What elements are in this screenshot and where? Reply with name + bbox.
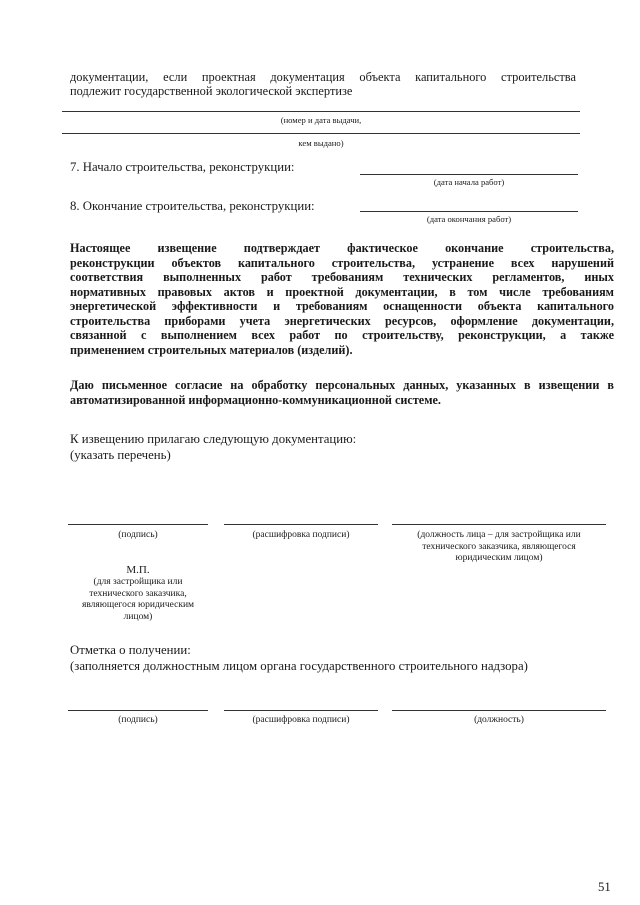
stamp-mp-label: М.П. — [126, 564, 150, 576]
fill-line-signature[interactable] — [68, 524, 208, 525]
fill-line-issued-by[interactable] — [62, 133, 580, 134]
fill-line-number-date[interactable] — [62, 111, 580, 112]
caption-signature-2: (подпись) — [118, 715, 158, 725]
fill-line-position[interactable] — [392, 524, 606, 525]
page-number: 51 — [598, 880, 611, 894]
intro-line-2: подлежит государственной экологической экспертизе — [70, 84, 353, 98]
caption-position-2: (должность) — [474, 715, 524, 725]
fill-line-start-date[interactable] — [360, 174, 578, 175]
item-7-start-construction: 7. Начало строительства, реконструкции: — [70, 160, 295, 174]
consent-line: автоматизированной информационно-коммуникационной системе. — [70, 392, 441, 407]
caption-signature-decode-2: (расшифровка подписи) — [252, 715, 350, 725]
fill-line-position-2[interactable] — [392, 710, 606, 711]
caption-signature-decode: (расшифровка подписи) — [252, 530, 350, 540]
caption-position — [392, 530, 606, 565]
caption-end-date: (дата окончания работ) — [426, 214, 512, 224]
fill-line-signature-decode-2[interactable] — [224, 710, 378, 711]
stamp-note-line: являющегося юридическим — [81, 600, 195, 610]
notice-line: применением строительных материалов (изделий). — [70, 342, 353, 357]
intro-line-1: документации, если проектная документация объекта капитального строительства — [70, 70, 576, 84]
caption-position-line: (должность лица – для застройщика или — [417, 530, 581, 540]
notice-line: нормативных правовых актов и проектной документации, в том числе требованиям — [70, 284, 614, 299]
caption-start-date: (дата начала работ) — [433, 177, 505, 187]
item-8-end-construction: 8. Окончание строительства, реконструкции: — [70, 199, 315, 213]
attachments-heading: К извещению прилагаю следующую документацию: — [70, 432, 357, 446]
consent-paragraph — [70, 378, 614, 407]
fill-line-signature-2[interactable] — [68, 710, 208, 711]
notice-line: строительства приборами учета энергетических ресурсов, оформление документации, — [70, 313, 614, 328]
stamp-note-line: лицом) — [123, 611, 153, 622]
receipt-hint: (заполняется должностным лицом органа государственного строительного надзора) — [70, 659, 528, 673]
notice-line: связанной с выполнением всех работ по строительству, реконструкции, а также — [70, 328, 614, 342]
attachments-hint: (указать перечень) — [70, 448, 171, 462]
notice-line: энергетической эффективности и требованиям оснащенности объекта капитального — [70, 299, 614, 313]
notice-line: реконструкции объектов капитального строительства, устранение всех нарушений — [70, 255, 614, 270]
notice-paragraph — [70, 241, 614, 357]
caption-position-line: технического заказчика, являющегося — [422, 541, 576, 552]
fill-line-signature-decode[interactable] — [224, 524, 378, 525]
fill-line-end-date[interactable] — [360, 211, 578, 212]
caption-position-line: юридическим лицом) — [455, 553, 543, 563]
caption-signature: (подпись) — [118, 530, 158, 540]
caption-number-date: (номер и дата выдачи, — [280, 115, 362, 125]
stamp-note — [68, 564, 208, 623]
consent-line: Даю письменное согласие на обработку персональных данных, указанных в извещении в — [70, 378, 614, 392]
caption-issued-by: кем выдано) — [298, 138, 344, 148]
notice-line: Настоящее извещение подтверждает фактическое окончание строительства, — [70, 241, 614, 255]
notice-line: соответствия выполненных работ требованиям технических регламентов, иных — [70, 270, 614, 284]
stamp-note-line: технического заказчика, — [89, 588, 187, 599]
stamp-note-line: (для застройщика или — [93, 577, 183, 587]
receipt-heading: Отметка о получении: — [70, 643, 191, 657]
